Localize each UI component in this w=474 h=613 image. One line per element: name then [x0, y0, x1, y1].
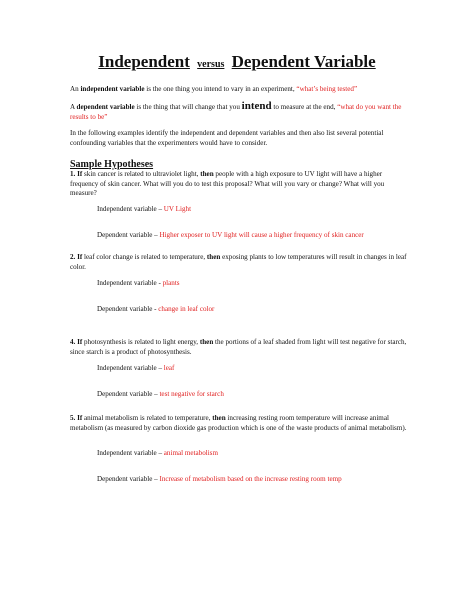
- hypothesis-2-number: 2.: [70, 253, 76, 261]
- hypothesis-2-independent: [97, 279, 180, 287]
- hypothesis-4-independent: [97, 364, 174, 372]
- dependent-def-quote: “what do you want the results to be”: [70, 103, 402, 121]
- hypothesis-2-dependent: [97, 305, 214, 313]
- dependent-def-text: is the thing that will change that you: [134, 103, 242, 111]
- title-versus: versus: [197, 59, 225, 70]
- hypothesis-5-then: then: [212, 414, 226, 422]
- independent-def-term: independent variable: [80, 85, 145, 93]
- dependent-label: Dependent variable -: [97, 305, 157, 313]
- independent-label: Independent variable -: [97, 279, 161, 287]
- dependent-def-text2: to measure at the end,: [271, 103, 338, 111]
- hypothesis-2-text2: exposing plants to low temperatures will result in changes in leaf color.: [70, 253, 407, 271]
- hypothesis-2-if: If: [77, 253, 83, 261]
- independent-answer: UV Light: [163, 205, 192, 213]
- independent-label: Independent variable –: [97, 205, 162, 213]
- hypothesis-1-independent: [97, 205, 191, 213]
- hypothesis-4-text2: the portions of a leaf shaded from light will test negative for starch, since starch is a product of photosynthesis.: [70, 338, 407, 356]
- hypothesis-1-number: 1.: [70, 170, 76, 178]
- hypothesis-5-independent: [97, 449, 218, 457]
- hypothesis-1-if: If: [77, 170, 83, 178]
- dependent-definition: [70, 101, 410, 122]
- hypothesis-1-then: then: [200, 170, 214, 178]
- independent-label: Independent variable –: [97, 449, 162, 457]
- section-heading: Sample Hypotheses: [70, 159, 154, 170]
- hypothesis-1-text: [70, 170, 410, 199]
- hypothesis-2-text1: leaf color change is related to temperature,: [82, 253, 207, 261]
- hypothesis-5-text2: increasing resting room temperature will increase animal metabolism (as measured by carbon dioxide gas production which is one of the waste products of animal metabolism).: [70, 414, 407, 432]
- page-title: [0, 52, 474, 72]
- independent-answer: leaf: [163, 364, 175, 372]
- dependent-label: Dependent variable –: [97, 475, 158, 483]
- hypothesis-4-if: If: [77, 338, 83, 346]
- hypothesis-4-text: [70, 338, 410, 357]
- independent-label: Independent variable –: [97, 364, 162, 372]
- dependent-answer: Higher exposer to UV light will cause a higher frequency of skin cancer: [159, 231, 364, 239]
- instructions: In the following examples identify the independent and dependent variables and then also list several potential confounding variables that the experimenters would have to consider.: [70, 129, 384, 147]
- independent-answer: animal metabolism: [163, 449, 218, 457]
- title-dependent: Dependent Variable: [231, 52, 376, 71]
- hypothesis-4-text1: photosynthesis is related to light energy,: [82, 338, 200, 346]
- hypothesis-1-text2: people with a high exposure to UV light will have a higher frequency of skin cancer. What will you do to test this proposal? What will you vary or change? What will you measure?: [70, 170, 385, 198]
- dependent-answer: test negative for starch: [159, 390, 224, 398]
- independent-definition: [70, 85, 410, 95]
- independent-answer: plants: [162, 279, 180, 287]
- title-independent: Independent: [98, 52, 190, 71]
- dependent-def-intend: intend: [241, 100, 272, 112]
- hypothesis-4-number: 4.: [70, 338, 76, 346]
- dependent-label: Dependent variable –: [97, 390, 158, 398]
- independent-def-quote: “what’s being tested”: [296, 85, 358, 93]
- hypothesis-5-if: If: [77, 414, 83, 422]
- hypothesis-1-dependent: [97, 231, 364, 239]
- dependent-def-pre: A: [70, 103, 77, 111]
- dependent-answer: change in leaf color: [158, 305, 215, 313]
- hypothesis-5-text1: animal metabolism is related to temperature,: [82, 414, 213, 422]
- hypothesis-5-text: [70, 414, 410, 433]
- hypothesis-4-dependent: [97, 390, 224, 398]
- hypothesis-4-then: then: [199, 338, 214, 346]
- dependent-answer: Increase of metabolism based on the increase resting room temp: [159, 475, 342, 483]
- hypothesis-1-text1: skin cancer is related to ultraviolet light,: [82, 170, 201, 178]
- hypothesis-5-number: 5.: [70, 414, 76, 422]
- hypothesis-2-text: [70, 253, 410, 272]
- dependent-def-term: dependent variable: [76, 103, 135, 111]
- independent-def-text: is the one thing you intend to vary in an experiment,: [144, 85, 297, 93]
- hypothesis-5-dependent: [97, 475, 342, 483]
- independent-def-pre: An: [70, 85, 81, 93]
- hypothesis-2-then: then: [206, 253, 221, 261]
- dependent-label: Dependent variable –: [97, 231, 158, 239]
